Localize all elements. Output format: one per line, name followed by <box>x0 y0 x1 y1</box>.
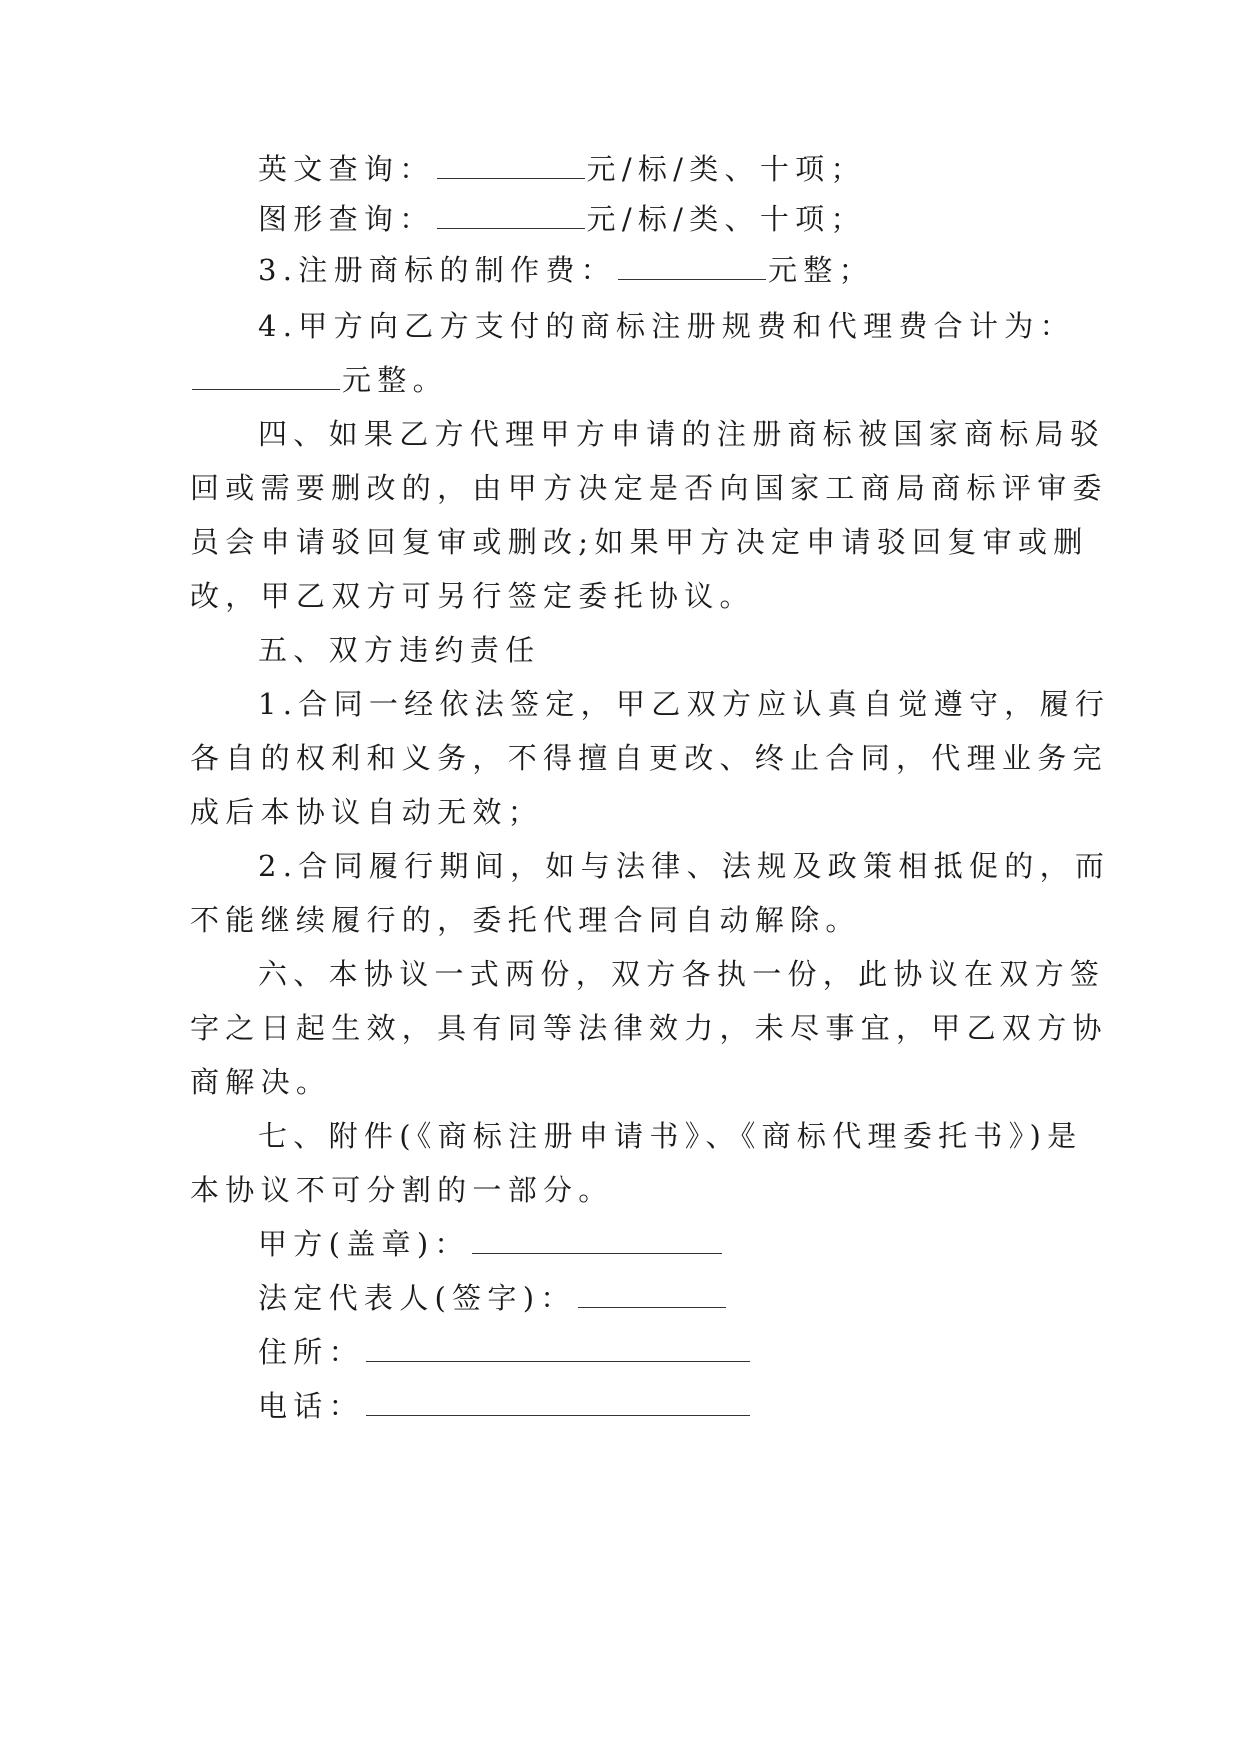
text-line <box>258 199 1118 239</box>
text-line: 4.甲方向乙方支付的商标注册规费和代理费合计为： <box>258 309 1075 343</box>
text-line: 回或需要删改的，由甲方决定是否向国家工商局商标评审委 <box>190 471 1108 505</box>
text-line: 1.合同一经依法签定，甲乙双方应认真自觉遵守，履行 <box>258 687 1111 721</box>
fill-blank <box>618 253 766 280</box>
text-line: 四、如果乙方代理甲方申请的注册商标被国家商标局驳 <box>258 417 1106 451</box>
text-line <box>258 250 1118 290</box>
text-line: 成后本协议自动无效； <box>190 795 544 829</box>
text-line: 2.合同履行期间，如与法律、法规及政策相抵促的，而 <box>258 849 1111 883</box>
text-line: 改，甲乙双方可另行签定委托协议。 <box>190 579 755 613</box>
signature-line-party-a <box>258 1224 1118 1264</box>
text-line: 员会申请驳回复审或删改;如果甲方决定申请驳回复审或删 <box>190 525 1089 559</box>
line-text: 元整； <box>767 253 874 287</box>
text-line: 字之日起生效，具有同等法律效力，未尽事宜，甲乙双方协 <box>190 1011 1108 1045</box>
fill-blank <box>578 1281 726 1308</box>
fill-blank <box>437 202 585 229</box>
text-line: 七、附件(《商标注册申请书》、《商标代理委托书》)是 <box>258 1119 1083 1153</box>
line-text: 英文查询： <box>258 152 435 186</box>
fill-blank <box>437 152 585 179</box>
line-text: 3.注册商标的制作费： <box>258 253 616 287</box>
line-text: 甲方(盖章)： <box>258 1227 470 1261</box>
text-line: 不能继续履行的，委托代理合同自动解除。 <box>190 903 861 937</box>
text-line: 六、本协议一式两份，双方各执一份，此协议在双方签 <box>258 957 1106 991</box>
text-line: 商解决。 <box>190 1065 332 1099</box>
signature-line-legal-rep <box>258 1278 1118 1318</box>
fill-blank <box>366 1335 750 1362</box>
text-line <box>258 149 1118 189</box>
line-text: 住所： <box>258 1335 364 1369</box>
line-text: 电话： <box>258 1389 364 1423</box>
line-text: 法定代表人(签字)： <box>258 1281 576 1315</box>
section-heading: 五、双方违约责任 <box>258 633 541 667</box>
text-line: 本协议不可分割的一部分。 <box>190 1173 614 1207</box>
line-text: 元/标/类、十项； <box>586 202 866 236</box>
address-line <box>258 1332 1118 1372</box>
fill-blank <box>192 363 340 390</box>
text-line: 各自的权利和义务，不得擅自更改、终止合同，代理业务完 <box>190 741 1108 775</box>
text-line <box>190 360 1050 400</box>
line-text: 元/标/类、十项； <box>586 152 866 186</box>
fill-blank <box>366 1389 750 1416</box>
line-text: 图形查询： <box>258 202 435 236</box>
fill-blank <box>472 1227 722 1254</box>
phone-line <box>258 1386 1118 1426</box>
line-text: 元整。 <box>342 363 448 397</box>
